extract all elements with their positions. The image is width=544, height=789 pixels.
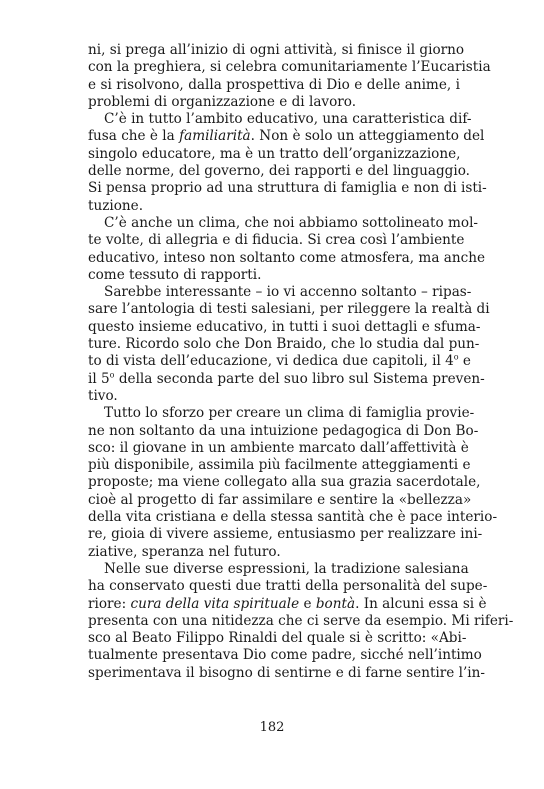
text-line: sperimentava il bisogno di sentirne e di farne sentire l’in-: [88, 664, 485, 681]
text-line: tuzione.: [88, 197, 144, 214]
text-line: singolo educatore, ma è un tratto dell’organizzazione,: [88, 145, 461, 162]
text-line: proposte; ma viene collegato alla sua grazia sacerdotale,: [88, 474, 481, 491]
text-line: Si pensa proprio ad una struttura di famiglia e non di isti-: [88, 180, 487, 197]
text-line: riore: cura della vita spirituale e bontà. In alcuni essa si è: [88, 595, 487, 612]
text-line: educativo, inteso non soltanto come atmosfera, ma anche: [88, 249, 486, 266]
text-line: il 5$^o$ della seconda parte del suo libro sul Sistema preven-: [88, 370, 485, 387]
text-line: questo insieme educativo, in tutti i suoi dettagli e sfuma-: [88, 318, 481, 335]
text-line: sco: il giovane in un ambiente marcato dall’affettività è: [88, 439, 469, 456]
text-line: tualmente presentava Dio come padre, sicché nell’intimo: [88, 647, 482, 664]
italic-phrase: cura della vita spirituale: [130, 595, 300, 612]
text-line: ture. Ricordo solo che Don Braido, che lo studia dal pun-: [88, 336, 480, 353]
text-line: presenta con una nitidezza che ci serve da esempio. Mi riferi-: [88, 612, 514, 629]
text-line: Tutto lo sforzo per creare un clima di famiglia provie-: [104, 405, 475, 422]
text-line: della vita cristiana e della stessa santità che è pace interio-: [88, 509, 498, 526]
text-line: to di vista dell’educazione, vi dedica due capitoli, il 4$^o$ e: [88, 352, 471, 370]
page-number: 182: [259, 720, 285, 735]
text-line: come tessuto di rapporti.: [88, 266, 262, 283]
ordinal-superscript: o: [453, 352, 459, 362]
text-line: Sarebbe interessante – io vi accenno soltanto – ripas-: [104, 284, 472, 301]
text-line: delle norme, del governo, dei rapporti e del linguaggio.: [88, 163, 470, 180]
text-line: ni, si prega all’inizio di ogni attività, si finisce il giorno: [88, 42, 465, 58]
body-text: [88, 42, 514, 682]
ordinal-superscript: o: [109, 370, 115, 380]
text-line: problemi di organizzazione e di lavoro.: [88, 93, 357, 110]
text-line: tivo.: [88, 387, 118, 404]
text-line: re, gioia di vivere assieme, entusiasmo per realizzare ini-: [88, 526, 483, 543]
italic-phrase: bontà: [315, 595, 356, 612]
text-line: te volte, di allegria e di fiducia. Si crea così l’ambiente: [88, 232, 465, 249]
italic-phrase: familiarità: [179, 128, 251, 145]
text-line: Nelle sue diverse espressioni, la tradizione salesiana: [104, 560, 469, 577]
text-line: sco al Beato Filippo Rinaldi del quale si è scritto: «Abi-: [88, 630, 467, 647]
text-line: ziative, speranza nel futuro.: [88, 543, 281, 560]
text-line: cioè al progetto di far assimilare e sentire la «bellezza»: [88, 491, 472, 508]
text-line: sare l’antologia di testi salesiani, per rileggere la realtà di: [88, 301, 490, 318]
text-line: con la preghiera, si celebra comunitariamente l’Eucaristia: [88, 59, 491, 76]
text-line: C’è in tutto l’ambito educativo, una caratteristica dif-: [104, 111, 472, 128]
text-line: fusa che è la familiarità. Non è solo un atteggiamento del: [88, 128, 485, 145]
text-line: più disponibile, assimila più facilmente atteggiamenti e: [88, 457, 471, 474]
text-line: C’è anche un clima, che noi abbiamo sottolineato mol-: [104, 214, 479, 231]
text-line: ha conservato questi due tratti della personalità del supe-: [88, 578, 488, 595]
text-line: ne non soltanto da una intuizione pedagogica di Don Bo-: [88, 422, 479, 439]
text-line: e si risolvono, dalla prospettiva di Dio e delle anime, i: [88, 76, 460, 93]
